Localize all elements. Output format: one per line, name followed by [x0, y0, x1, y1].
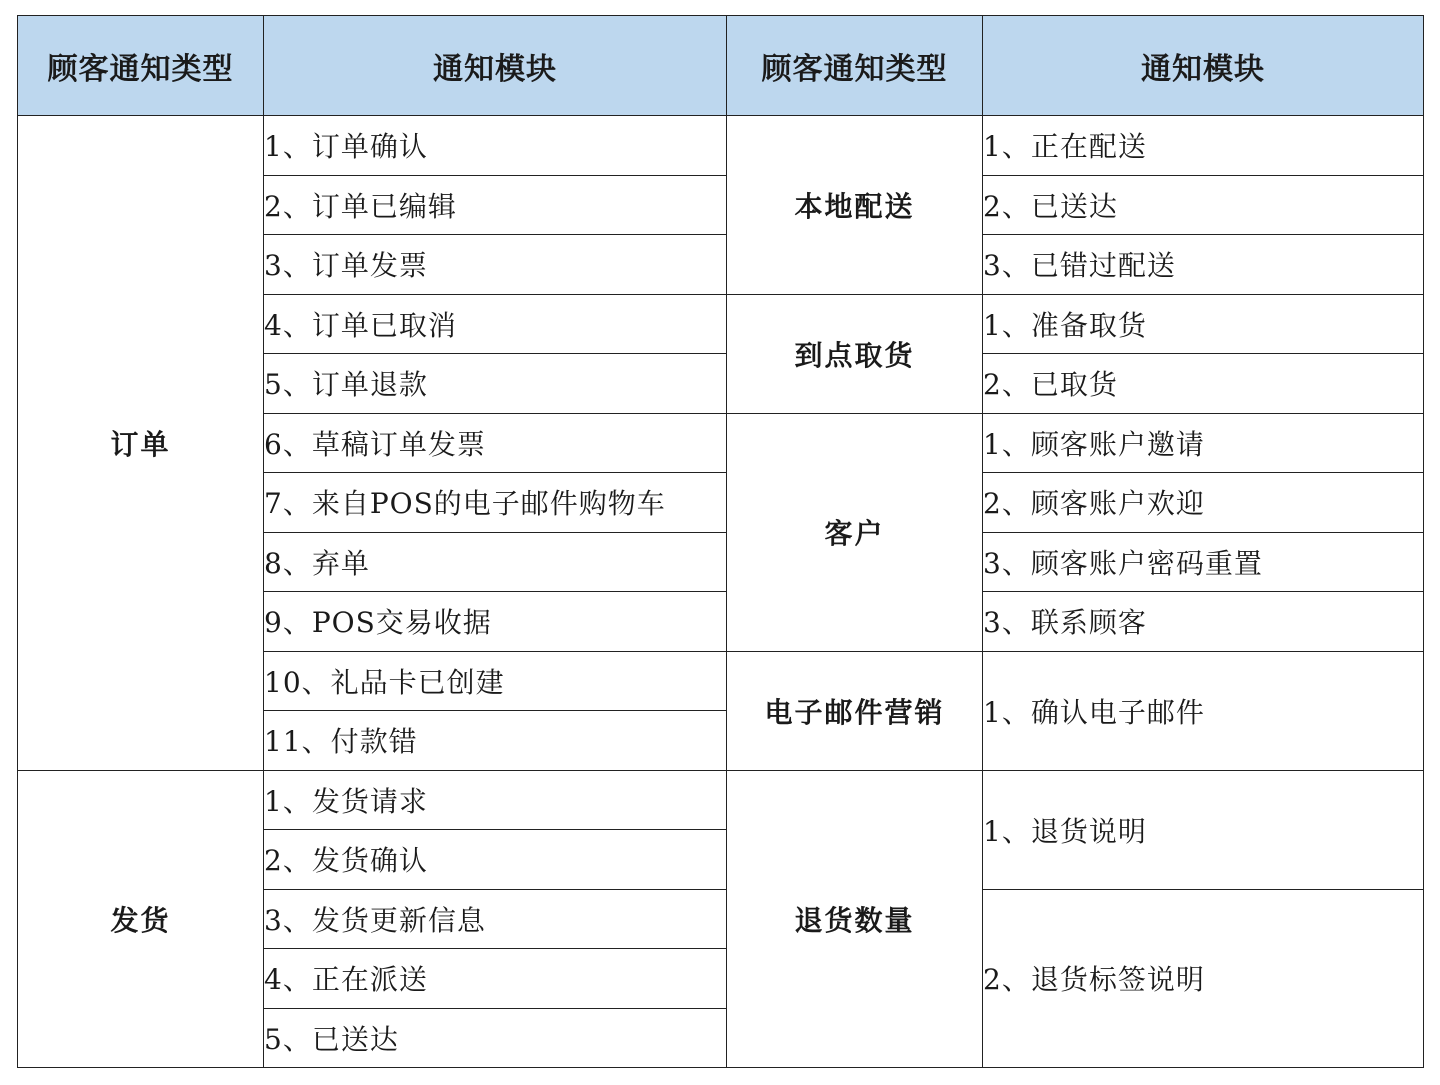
type-email-marketing: 电子邮件营销: [727, 651, 983, 770]
table-row: [18, 770, 1424, 830]
module-order-1: 1、订单确认: [264, 116, 727, 176]
module-order-3: 3、订单发票: [264, 235, 727, 295]
module-returns-2: 2、退货标签说明: [983, 889, 1424, 1068]
module-order-4: 4、订单已取消: [264, 294, 727, 354]
module-order-5: 5、订单退款: [264, 354, 727, 414]
table-row: [18, 116, 1424, 176]
module-order-11: 11、付款错: [264, 711, 727, 771]
module-order-7: 7、来自POS的电子邮件购物车: [264, 473, 727, 533]
module-pickup-2: 2、已取货: [983, 354, 1424, 414]
module-order-8: 8、弃单: [264, 532, 727, 592]
module-shipping-4: 4、正在派送: [264, 949, 727, 1009]
module-shipping-1: 1、发货请求: [264, 770, 727, 830]
module-order-9: 9、POS交易收据: [264, 592, 727, 652]
type-customer: 客户: [727, 413, 983, 651]
header-notification-module-left: 通知模块: [264, 16, 727, 116]
module-shipping-5: 5、已送达: [264, 1008, 727, 1068]
type-shipping: 发货: [18, 770, 264, 1068]
header-row: [18, 16, 1424, 116]
type-pickup: 到点取货: [727, 294, 983, 413]
module-order-6: 6、草稿订单发票: [264, 413, 727, 473]
module-shipping-2: 2、发货确认: [264, 830, 727, 890]
header-customer-notification-type-right: 顾客通知类型: [727, 16, 983, 116]
module-local-delivery-2: 2、已送达: [983, 175, 1424, 235]
type-returns: 退货数量: [727, 770, 983, 1068]
module-shipping-3: 3、发货更新信息: [264, 889, 727, 949]
type-order: 订单: [18, 116, 264, 771]
header-notification-module-right: 通知模块: [983, 16, 1424, 116]
module-customer-3: 3、顾客账户密码重置: [983, 532, 1424, 592]
header-customer-notification-type-left: 顾客通知类型: [18, 16, 264, 116]
module-customer-4: 3、联系顾客: [983, 592, 1424, 652]
notification-table: [17, 15, 1424, 1068]
module-local-delivery-3: 3、已错过配送: [983, 235, 1424, 295]
module-order-2: 2、订单已编辑: [264, 175, 727, 235]
module-email-marketing-1: 1、确认电子邮件: [983, 651, 1424, 770]
module-order-10: 10、礼品卡已创建: [264, 651, 727, 711]
module-pickup-1: 1、准备取货: [983, 294, 1424, 354]
type-local-delivery: 本地配送: [727, 116, 983, 295]
module-customer-1: 1、顾客账户邀请: [983, 413, 1424, 473]
module-customer-2: 2、顾客账户欢迎: [983, 473, 1424, 533]
module-local-delivery-1: 1、正在配送: [983, 116, 1424, 176]
module-returns-1: 1、退货说明: [983, 770, 1424, 889]
